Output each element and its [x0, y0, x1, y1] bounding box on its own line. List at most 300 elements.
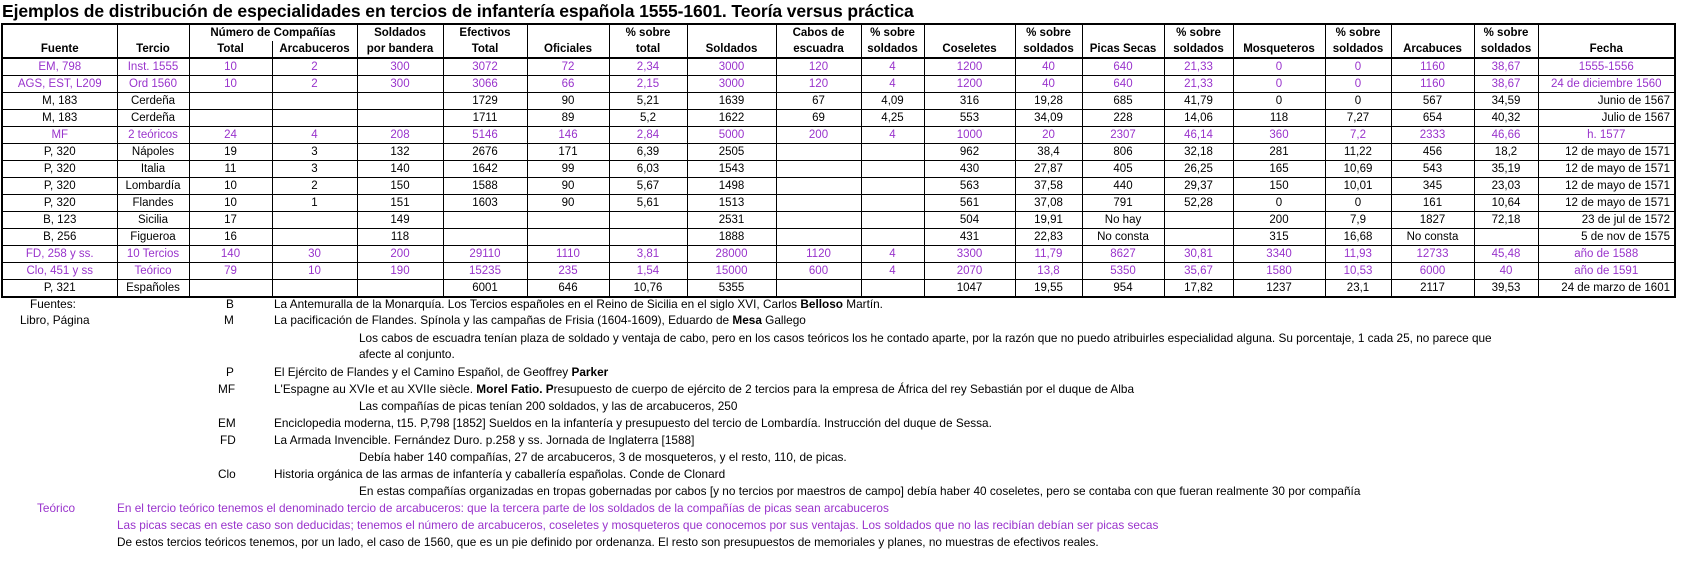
table-row — [2, 144, 1675, 161]
table-cell: 1639 — [687, 93, 776, 110]
clo-note: En estas compañías organizadas en tropas gobernadas por cabos [y no tercios por maestros de campo] debía haber 40 coseletes, pero se contaba con que fueran realmente 30 por compañía — [359, 484, 1361, 498]
table-cell: 281 — [1233, 144, 1325, 161]
header-top-cell — [527, 24, 609, 41]
table-row — [2, 93, 1675, 110]
table-cell: MF — [2, 127, 117, 144]
table-cell: M, 183 — [2, 93, 117, 110]
header-top-cell — [1082, 24, 1164, 41]
table-cell: 200 — [776, 127, 861, 144]
table-cell: 11,79 — [1015, 246, 1082, 263]
table-cell: 1555-1556 — [1538, 58, 1675, 76]
table-cell: 806 — [1082, 144, 1164, 161]
table-cell: Sicilia — [117, 212, 189, 229]
table-cell: FD, 258 y ss. — [2, 246, 117, 263]
table-cell: 654 — [1391, 110, 1474, 127]
table-cell: 10 — [189, 195, 272, 212]
table-cell: 16,68 — [1325, 229, 1391, 246]
table-cell: 37,08 — [1015, 195, 1082, 212]
table-cell — [189, 93, 272, 110]
table-cell: 1120 — [776, 246, 861, 263]
header-bottom-cell: Coseletes — [924, 41, 1015, 58]
table-cell: Julio de 1567 — [1538, 110, 1675, 127]
table-cell: 22,83 — [1015, 229, 1082, 246]
header-bottom-cell: soldados — [1474, 41, 1538, 58]
table-cell: 35,67 — [1164, 263, 1233, 280]
table-cell — [443, 229, 527, 246]
header-bottom-cell: Arcabuceros — [272, 41, 357, 58]
table-cell: 120 — [776, 76, 861, 93]
table-cell: EM, 798 — [2, 58, 117, 76]
table-body — [2, 58, 1675, 297]
table-cell: 563 — [924, 178, 1015, 195]
table-cell: Inst. 1555 — [117, 58, 189, 76]
table-cell: 28000 — [687, 246, 776, 263]
table-cell — [861, 178, 924, 195]
table-cell — [357, 280, 443, 298]
header-top-cell — [924, 24, 1015, 41]
table-cell: 7,2 — [1325, 127, 1391, 144]
table-row — [2, 127, 1675, 144]
table-cell: 315 — [1233, 229, 1325, 246]
table-cell: 10 — [189, 58, 272, 76]
table-cell: 5000 — [687, 127, 776, 144]
table-cell: 5146 — [443, 127, 527, 144]
table-cell: 24 de diciembre 1560 — [1538, 76, 1675, 93]
table-cell: 21,33 — [1164, 76, 1233, 93]
header-top-cell: Cabos de — [776, 24, 861, 41]
table-cell: 5,21 — [609, 93, 687, 110]
table-cell: 23 de jul de 1572 — [1538, 212, 1675, 229]
table-cell: 2,34 — [609, 58, 687, 76]
table-cell: 29,37 — [1164, 178, 1233, 195]
table-cell: 4 — [861, 127, 924, 144]
table-cell: 646 — [527, 280, 609, 298]
header-top-cell: % sobre — [1015, 24, 1082, 41]
table-cell: M, 183 — [2, 110, 117, 127]
table-cell — [443, 212, 527, 229]
table-cell — [272, 229, 357, 246]
table-cell: B, 256 — [2, 229, 117, 246]
header-top-cell — [1391, 24, 1474, 41]
header-top-cell — [687, 24, 776, 41]
table-cell: 567 — [1391, 93, 1474, 110]
table-cell: 23,1 — [1325, 280, 1391, 298]
table-cell: 17,82 — [1164, 280, 1233, 298]
table-cell: 38,67 — [1474, 76, 1538, 93]
source-text-fd: La Armada Invencible. Fernández Duro. p.258 y ss. Jornada de Inglaterra [1588] — [274, 433, 695, 447]
header-top-cell: Soldados — [357, 24, 443, 41]
table-cell: 1888 — [687, 229, 776, 246]
table-row — [2, 161, 1675, 178]
table-cell: 19 — [189, 144, 272, 161]
table-cell: 1160 — [1391, 58, 1474, 76]
table-cell: 2 — [272, 76, 357, 93]
table-cell: 72,18 — [1474, 212, 1538, 229]
table-cell: 5355 — [687, 280, 776, 298]
table-cell: 360 — [1233, 127, 1325, 144]
table-cell: 39,53 — [1474, 280, 1538, 298]
table-cell: 1200 — [924, 58, 1015, 76]
table-cell: Teórico — [117, 263, 189, 280]
table-cell — [861, 144, 924, 161]
table-cell: 4,25 — [861, 110, 924, 127]
table-cell: 5,67 — [609, 178, 687, 195]
table-cell: 10,53 — [1325, 263, 1391, 280]
table-cell: 12 de mayo de 1571 — [1538, 161, 1675, 178]
table-cell: Cerdeña — [117, 110, 189, 127]
header-top-cell — [1538, 24, 1675, 41]
table-cell: 10,69 — [1325, 161, 1391, 178]
table-cell: 5,2 — [609, 110, 687, 127]
libro-label: Libro, Página — [20, 313, 90, 327]
table-cell: 99 — [527, 161, 609, 178]
header-bottom-cell: soldados — [1325, 41, 1391, 58]
table-cell: 90 — [527, 195, 609, 212]
table-cell: 300 — [357, 76, 443, 93]
table-cell: 10,76 — [609, 280, 687, 298]
table-cell: 52,28 — [1164, 195, 1233, 212]
table-cell — [357, 110, 443, 127]
table-cell: 146 — [527, 127, 609, 144]
table-cell: 0 — [1233, 76, 1325, 93]
table-cell: 430 — [924, 161, 1015, 178]
table-cell: 3300 — [924, 246, 1015, 263]
table-row — [2, 110, 1675, 127]
table-cell: 1729 — [443, 93, 527, 110]
table-cell: 24 — [189, 127, 272, 144]
table-row — [2, 58, 1675, 76]
table-cell: 30,81 — [1164, 246, 1233, 263]
source-text-m: La pacificación de Flandes. Spínola y las campañas de Frisia (1604-1609), Eduardo de Mesa Gallego — [274, 313, 806, 327]
table-cell: 200 — [1233, 212, 1325, 229]
table-cell: 600 — [776, 263, 861, 280]
table-cell: 791 — [1082, 195, 1164, 212]
table-cell — [861, 212, 924, 229]
table-cell: 171 — [527, 144, 609, 161]
table-cell: 17 — [189, 212, 272, 229]
table-cell: 89 — [527, 110, 609, 127]
table-cell: 37,58 — [1015, 178, 1082, 195]
m-note-line1: Los cabos de escuadra tenían plaza de soldado y ventaja de cabo, pero en los casos teóricos los he contado aparte, por la razón que no puedo atribuirles especialidad alguna. Su porcentaje, 1 cada 25, no parece que — [359, 331, 1492, 345]
table-cell: 1110 — [527, 246, 609, 263]
source-code-b: B — [226, 297, 234, 311]
table-cell: Cerdeña — [117, 93, 189, 110]
table-row — [2, 280, 1675, 298]
table-cell: 1827 — [1391, 212, 1474, 229]
table-cell: 66 — [527, 76, 609, 93]
header-top-cell: Efectivos — [443, 24, 527, 41]
table-cell: 208 — [357, 127, 443, 144]
table-cell — [861, 161, 924, 178]
table-cell: 35,19 — [1474, 161, 1538, 178]
table-cell: 18,2 — [1474, 144, 1538, 161]
table-cell: 2307 — [1082, 127, 1164, 144]
table-cell: 200 — [357, 246, 443, 263]
header-top-cell: Número de Compañías — [189, 24, 357, 41]
table-cell: No consta — [1391, 229, 1474, 246]
table-cell: 165 — [1233, 161, 1325, 178]
table-cell: 543 — [1391, 161, 1474, 178]
final-note: De estos tercios teóricos tenemos, por un lado, el caso de 1560, que es un pie definido por ordenanza. El resto son presupuestos de memoriales y planes, no muestras de efectivos reales. — [117, 535, 1099, 549]
table-cell: Figueroa — [117, 229, 189, 246]
table-cell: 40 — [1015, 76, 1082, 93]
header-bottom-cell: Mosqueteros — [1233, 41, 1325, 58]
table-cell: 300 — [357, 58, 443, 76]
header-top-cell — [117, 24, 189, 41]
table-cell: 16 — [189, 229, 272, 246]
table-cell: P, 320 — [2, 144, 117, 161]
table-cell: 1580 — [1233, 263, 1325, 280]
table-cell: 10,64 — [1474, 195, 1538, 212]
table-cell: 4 — [861, 246, 924, 263]
table-cell — [189, 280, 272, 298]
table-cell: 0 — [1325, 195, 1391, 212]
table-cell: 0 — [1325, 93, 1391, 110]
teorico-note-1: En el tercio teórico tenemos el denominado tercio de arcabuceros: que la tercera parte de los soldados de la compañías de picas sean arcabuceros — [117, 501, 889, 515]
source-code-clo: Clo — [218, 467, 236, 481]
table-cell: 90 — [527, 93, 609, 110]
table-cell: 6,39 — [609, 144, 687, 161]
table-cell: 8627 — [1082, 246, 1164, 263]
table-cell: 235 — [527, 263, 609, 280]
table-cell: 4 — [861, 263, 924, 280]
table-cell: 30 — [272, 246, 357, 263]
table-cell: 19,28 — [1015, 93, 1082, 110]
table-row — [2, 263, 1675, 280]
table-cell: 10 — [189, 178, 272, 195]
table-cell: 20 — [1015, 127, 1082, 144]
table-cell: 1,54 — [609, 263, 687, 280]
table-cell: 40 — [1474, 263, 1538, 280]
table-cell: 69 — [776, 110, 861, 127]
table-cell: 151 — [357, 195, 443, 212]
table-cell: 132 — [357, 144, 443, 161]
table-row — [2, 76, 1675, 93]
source-code-mf: MF — [218, 382, 236, 396]
table-cell: 14,06 — [1164, 110, 1233, 127]
table-cell: 456 — [1391, 144, 1474, 161]
table-cell: 3,81 — [609, 246, 687, 263]
table-cell: 13,8 — [1015, 263, 1082, 280]
table-cell: 4 — [861, 76, 924, 93]
table-cell: 67 — [776, 93, 861, 110]
header-bottom-cell: soldados — [861, 41, 924, 58]
table-cell: 11,22 — [1325, 144, 1391, 161]
table-cell — [776, 280, 861, 298]
table-cell: 23,03 — [1474, 178, 1538, 195]
table-cell: 5,61 — [609, 195, 687, 212]
source-text-p: El Ejército de Flandes y el Camino Español, de Geoffrey Parker — [274, 365, 609, 379]
table-cell: 140 — [189, 246, 272, 263]
table-cell: Junio de 1567 — [1538, 93, 1675, 110]
header-bottom-cell: Oficiales — [527, 41, 609, 58]
table-cell: h. 1577 — [1538, 127, 1675, 144]
table-cell — [189, 110, 272, 127]
header-bottom-cell: Arcabuces — [1391, 41, 1474, 58]
table-cell: 34,09 — [1015, 110, 1082, 127]
data-table — [1, 23, 1676, 298]
table-cell: AGS, EST, L209 — [2, 76, 117, 93]
table-cell: 954 — [1082, 280, 1164, 298]
table-cell: 504 — [924, 212, 1015, 229]
table-cell: 440 — [1082, 178, 1164, 195]
table-cell — [861, 229, 924, 246]
table-cell: 1200 — [924, 76, 1015, 93]
table-cell: 3000 — [687, 58, 776, 76]
table-cell: año de 1591 — [1538, 263, 1675, 280]
table-cell: 3340 — [1233, 246, 1325, 263]
fuentes-label: Fuentes: — [30, 297, 76, 311]
header-bottom-cell: total — [609, 41, 687, 58]
table-cell: 90 — [527, 178, 609, 195]
table-cell: 12 de mayo de 1571 — [1538, 144, 1675, 161]
table-cell: 1237 — [1233, 280, 1325, 298]
table-cell: 12 de mayo de 1571 — [1538, 195, 1675, 212]
table-cell: 2,84 — [609, 127, 687, 144]
table-cell: No consta — [1082, 229, 1164, 246]
table-cell: 72 — [527, 58, 609, 76]
table-cell: 0 — [1233, 58, 1325, 76]
table-cell: 2070 — [924, 263, 1015, 280]
table-cell: 38,67 — [1474, 58, 1538, 76]
table-cell: 2 teóricos — [117, 127, 189, 144]
header-bottom-cell: Soldados — [687, 41, 776, 58]
table-cell: 345 — [1391, 178, 1474, 195]
table-cell: 150 — [357, 178, 443, 195]
table-cell: 24 de marzo de 1601 — [1538, 280, 1675, 298]
header-bottom-cell: Fuente — [2, 41, 117, 58]
header-bottom-cell: por bandera — [357, 41, 443, 58]
table-cell: 120 — [776, 58, 861, 76]
table-cell: 12 de mayo de 1571 — [1538, 178, 1675, 195]
table-cell: 41,79 — [1164, 93, 1233, 110]
table-cell: 40,32 — [1474, 110, 1538, 127]
table-cell: 561 — [924, 195, 1015, 212]
header-bottom-cell: soldados — [1164, 41, 1233, 58]
table-cell: 640 — [1082, 76, 1164, 93]
table-row — [2, 212, 1675, 229]
header-bottom-cell: soldados — [1015, 41, 1082, 58]
source-text-clo: Historia orgánica de las armas de infantería y caballería españolas. Conde de Clonard — [274, 467, 726, 481]
table-cell: 4 — [272, 127, 357, 144]
table-row — [2, 246, 1675, 263]
table-cell: 118 — [1233, 110, 1325, 127]
table-cell — [861, 280, 924, 298]
source-text-mf: L'Espagne au XVIe et au XVIIe siècle. Morel Fatio. Presupuesto de cuerpo de ejército de 2 tercios para la empresa de África del rey Sebastián por el duque de Alba — [274, 382, 1134, 396]
source-code-m: M — [224, 313, 234, 327]
table-cell: 6000 — [1391, 263, 1474, 280]
table-cell: 46,14 — [1164, 127, 1233, 144]
table-cell: 190 — [357, 263, 443, 280]
header-top-cell: % sobre — [861, 24, 924, 41]
table-cell: P, 320 — [2, 195, 117, 212]
table-cell: Flandes — [117, 195, 189, 212]
table-cell: 32,18 — [1164, 144, 1233, 161]
table-cell: 1588 — [443, 178, 527, 195]
table-cell: año de 1588 — [1538, 246, 1675, 263]
table-cell: 2 — [272, 58, 357, 76]
table-cell: Nápoles — [117, 144, 189, 161]
table-cell: 1160 — [1391, 76, 1474, 93]
table-cell — [1164, 212, 1233, 229]
table-cell: 2 — [272, 178, 357, 195]
table-cell: 1642 — [443, 161, 527, 178]
header-bottom-cell: Total — [189, 41, 272, 58]
header-top-cell: % sobre — [1474, 24, 1538, 41]
table-cell: 11,93 — [1325, 246, 1391, 263]
source-code-fd: FD — [220, 433, 236, 447]
table-cell: 3 — [272, 161, 357, 178]
table-cell: 38,4 — [1015, 144, 1082, 161]
table-cell: 11 — [189, 161, 272, 178]
table-cell: 2676 — [443, 144, 527, 161]
header-bottom-cell: escuadra — [776, 41, 861, 58]
table-cell: 6001 — [443, 280, 527, 298]
table-cell: 6,03 — [609, 161, 687, 178]
m-note-line2: afecte al conjunto. — [359, 347, 455, 361]
table-cell: 2531 — [687, 212, 776, 229]
table-cell: 5 de nov de 1575 — [1538, 229, 1675, 246]
table-cell: 1711 — [443, 110, 527, 127]
table-cell: 10 Tercios — [117, 246, 189, 263]
table-cell: 2,15 — [609, 76, 687, 93]
table-cell: 640 — [1082, 58, 1164, 76]
source-code-p: P — [226, 365, 234, 379]
header-top-cell: % sobre — [1164, 24, 1233, 41]
header-bottom-cell: Fecha — [1538, 41, 1675, 58]
table-cell: 5350 — [1082, 263, 1164, 280]
table-cell: 79 — [189, 263, 272, 280]
table-cell: 10 — [189, 76, 272, 93]
table-cell — [272, 212, 357, 229]
table-cell — [776, 229, 861, 246]
header-top-cell: % sobre — [609, 24, 687, 41]
table-cell: 316 — [924, 93, 1015, 110]
table-row — [2, 195, 1675, 212]
table-cell: 149 — [357, 212, 443, 229]
table-cell: 19,91 — [1015, 212, 1082, 229]
source-text-em: Enciclopedia moderna, t15. P,798 [1852] Sueldos en la infantería y presupuesto del tercio de Lombardía. Instrucción del duque de Sessa. — [274, 416, 992, 430]
table-cell: B, 123 — [2, 212, 117, 229]
table-cell: 1543 — [687, 161, 776, 178]
table-cell: Ord 1560 — [117, 76, 189, 93]
table-cell: 4 — [861, 58, 924, 76]
table-row — [2, 178, 1675, 195]
table-cell — [272, 280, 357, 298]
table-cell: Españoles — [117, 280, 189, 298]
table-cell: 140 — [357, 161, 443, 178]
table-cell — [272, 93, 357, 110]
table-cell: 12733 — [1391, 246, 1474, 263]
table-cell: 228 — [1082, 110, 1164, 127]
table-cell — [527, 229, 609, 246]
table-cell: 1 — [272, 195, 357, 212]
table-cell: 553 — [924, 110, 1015, 127]
table-cell: 3072 — [443, 58, 527, 76]
table-cell: 1603 — [443, 195, 527, 212]
table-cell: 7,27 — [1325, 110, 1391, 127]
table-cell: 15235 — [443, 263, 527, 280]
table-cell: 10 — [272, 263, 357, 280]
teorico-label: Teórico — [37, 501, 76, 515]
table-cell: Clo, 451 y ss — [2, 263, 117, 280]
table-cell: 2333 — [1391, 127, 1474, 144]
source-text-b: La Antemuralla de la Monarquía. Los Tercios españoles en el Reino de Sicilia en el siglo XVI, Carlos Belloso Martín. — [274, 297, 883, 311]
header-bottom-cell: Picas Secas — [1082, 41, 1164, 58]
table-cell: 19,55 — [1015, 280, 1082, 298]
table-cell — [1164, 229, 1233, 246]
table-cell: 0 — [1233, 93, 1325, 110]
